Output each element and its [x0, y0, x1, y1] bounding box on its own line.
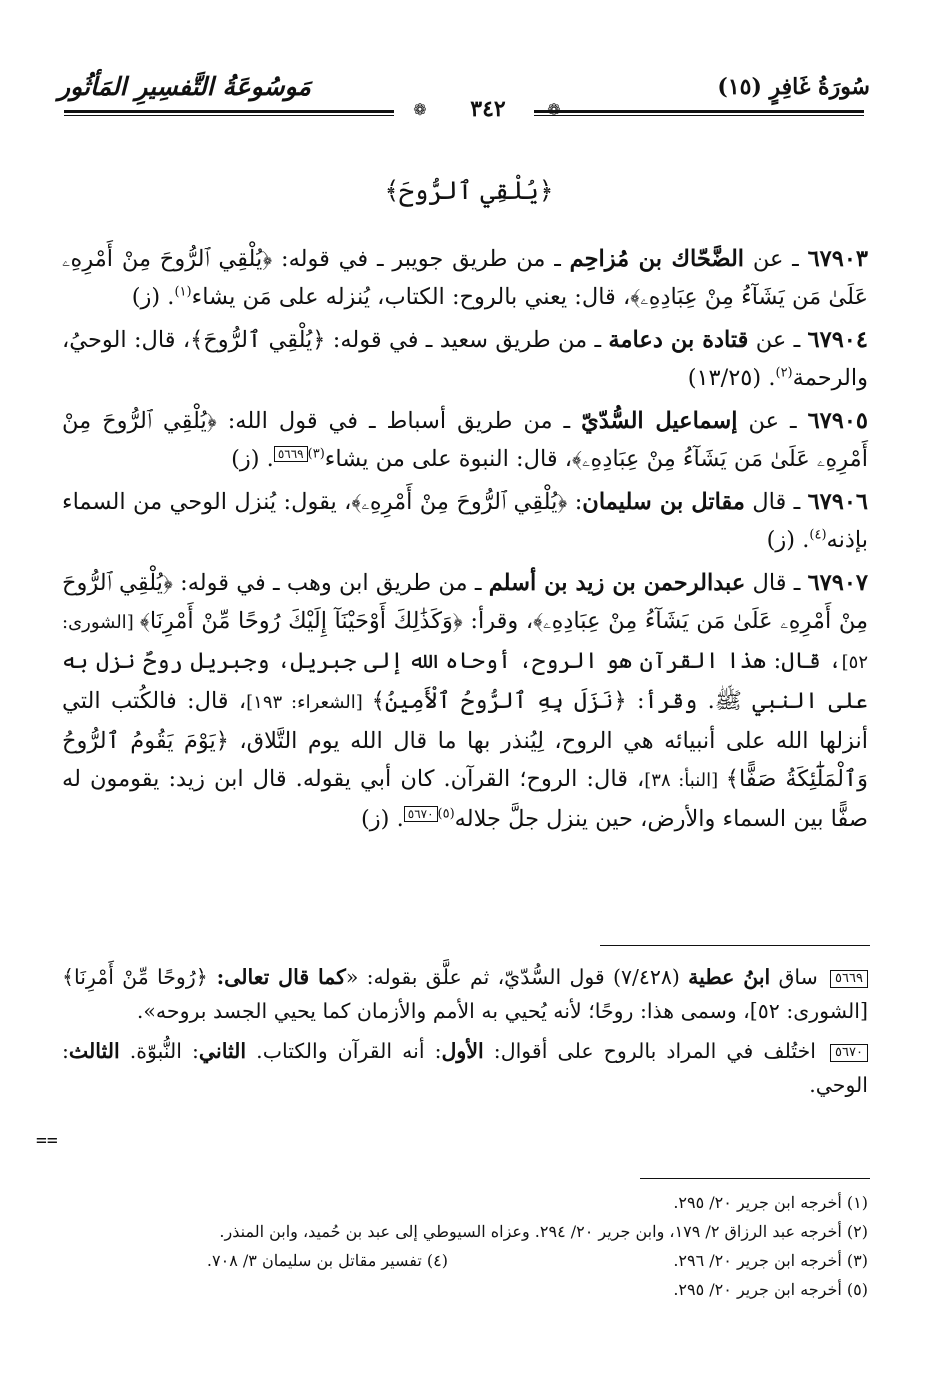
text-segment: (٧/٤٢٨) قول السُّدّيّ، ثم علَّق بقوله: « [345, 965, 689, 989]
narration-number: ٦٧٩٠٤ [807, 327, 868, 353]
surah-reference: [الشورى: ٥٢] [62, 612, 868, 673]
commentary-separator [600, 945, 870, 946]
header-rule-left [64, 110, 394, 116]
main-text [62, 240, 868, 843]
footnote-marker[interactable]: (٣) [307, 446, 325, 462]
text-segment: . (ز) [361, 806, 404, 832]
text-segment: ـ عن [737, 408, 808, 434]
text-segment: : [567, 489, 583, 515]
text-segment: ، يقول: يُنزل الوحي من السماء بإذنه [62, 489, 868, 553]
narrator-name: قتادة بن دعامة [608, 327, 749, 353]
text-segment: . (ز) [131, 284, 175, 310]
commentary-note [62, 960, 868, 1028]
text-segment: ـ عن [744, 246, 808, 272]
commentary-notes [62, 960, 868, 1108]
narration-number: ٦٧٩٠٥ [807, 408, 869, 434]
text-segment: : أنه القرآن والكتاب. [246, 1039, 442, 1063]
commentary-number-box: ٥٦٦٩ [830, 970, 868, 988]
opinion-label: الأول [441, 1039, 484, 1063]
text-segment: ، قال: هذا القرآن هو الروح، أوحاه الله إلى جبريل، وجبريل روحٌ نزل به على النبي ﷺ. وقرأ: [62, 648, 868, 714]
commentary-ref-box[interactable]: ٥٦٧٠ [404, 806, 438, 822]
text-segment: ، قال: النبوة على من يشاء [324, 446, 573, 472]
quran-quote: ﴿وَكَذَٰلِكَ أَوْحَيْنَآ إِلَيْكَ رُوحًا مِّنْ أَمْرِنَا﴾ [139, 608, 463, 634]
footnote-marker[interactable]: (١) [174, 284, 192, 300]
opinion-label: الثاني [198, 1039, 247, 1063]
narration-number: ٦٧٩٠٦ [807, 489, 868, 515]
text-segment: : النُّبوّة. [119, 1039, 199, 1063]
page-number: ٣٤٢ [470, 96, 506, 122]
text-segment: ـ من طريق جويبر ـ في قوله: [272, 246, 570, 272]
narration-entry [62, 564, 868, 838]
narration-entry [62, 483, 868, 559]
footnote-marker[interactable]: (٥) [437, 806, 455, 822]
text-segment: ـ قال [745, 570, 808, 596]
narrator-name: إسماعيل السُّدّيّ [581, 408, 738, 434]
section-title: ﴿يُلْقِي ٱلرُّوحَ﴾ [384, 176, 554, 205]
ornament-icon: ❁ [413, 100, 427, 119]
narration-entry [62, 402, 868, 478]
narration-number: ٦٧٩٠٧ [807, 570, 869, 596]
text-segment: ، قال: يعني بالروح: الكتاب، يُنزله على مَن يشاء [191, 284, 631, 310]
quran-quote: ﴿يُلْقِي ٱلرُّوحَ﴾ [190, 327, 326, 353]
footnote: (٤) تفسير مقاتل بن سليمان ٣/ ٧٠٨. [206, 1251, 448, 1270]
footnote: (٥) أخرجه ابن جرير ٢٠/ ٢٩٥. [673, 1280, 868, 1299]
footnote: (١) أخرجه ابن جرير ٢٠/ ٢٩٥. [673, 1193, 868, 1212]
continuation-mark: == [36, 1130, 58, 1151]
text-segment: ، قال: الوحيُ، والرحمة [62, 327, 868, 391]
text-segment: اختُلف في المراد بالروح على أقوال: [483, 1039, 827, 1063]
footnote: (٣) أخرجه ابن جرير ٢٠/ ٢٩٦. [673, 1251, 868, 1270]
scholar-name: ابنُ عطية [688, 965, 771, 989]
surah-reference: [الشعراء: ١٩٣] [246, 692, 372, 713]
commentary-number-box: ٥٦٧٠ [830, 1044, 868, 1062]
commentary-note [62, 1034, 868, 1102]
text-segment: ، قال: الروح؛ القرآن. كان أبي يقوله. قال ابن زيد: يقومون له صفًّا بين السماء والأرض، حين ينزل جلَّ جلاله [62, 766, 868, 832]
text-segment: . (ز) [231, 446, 274, 472]
running-header [58, 70, 870, 124]
quran-quote: ﴿يَوْمَ يَقُومُ ٱلرُّوحُ وَٱلْمَلَٰٓئِكَةُ صَفًّا﴾ [62, 728, 868, 792]
text-segment: [الشورى: ٥٢]، وسمى هذا: روحًا؛ لأنه يُحيي به الأمم والأزمان كما يحيي الجسد بروحه». [136, 999, 868, 1023]
quran-quote: ﴿يُلْقِي ٱلرُّوحَ مِنْ أَمْرِهِۦ﴾ [351, 489, 568, 515]
footnote-marker[interactable]: (٤) [809, 527, 827, 543]
commentary-ref-box[interactable]: ٥٦٦٩ [274, 446, 308, 462]
quran-quote: ﴿رُوحًا مِّنْ أَمْرِنَا﴾ [62, 965, 208, 989]
footnote-separator [640, 1178, 870, 1179]
header-rule-right [534, 110, 864, 116]
surah-title: سُورَةُ غَافِرٍ (١٥) [717, 74, 870, 100]
text-segment: ـ من طريق سعيد ـ في قوله: [325, 327, 609, 353]
narration-number: ٦٧٩٠٣ [807, 246, 868, 272]
surah-reference: [النبأ: ٣٨] [644, 770, 726, 791]
quran-quote: ﴿يُلْقِي ٱلرُّوحَ مِنْ أَمْرِهِۦ عَلَىٰ مَن يَشَآءُ مِنْ عِبَادِهِۦ﴾ [62, 408, 868, 472]
text-segment: ـ قال [744, 489, 808, 515]
quran-quote: ﴿يُلْقِي ٱلرُّوحَ مِنْ أَمْرِهِۦ عَلَىٰ مَن يَشَآءُ مِنْ عِبَادِهِۦ﴾ [62, 246, 868, 310]
footnote: (٢) أخرجه عبد الرزاق ٢/ ١٧٩، وابن جرير ٢٠/ ٢٩٤. وعزاه السيوطي إلى عبد بن حُميد، وابن المنذر. [219, 1222, 868, 1241]
narration-entry [62, 240, 868, 316]
ornament-icon: ❁ [547, 100, 561, 119]
quran-quote: ﴿يُلْقِي ٱلرُّوحَ مِنْ أَمْرِهِۦ عَلَىٰ مَن يَشَآءُ مِنْ عِبَادِهِۦ﴾ [62, 570, 868, 634]
narrator-name: عبدالرحمن بن زيد بن أسلم [488, 570, 746, 596]
text-segment: : الوحي. [62, 1039, 868, 1097]
footnote-marker[interactable]: (٢) [775, 365, 793, 381]
narrator-name: مقاتل بن سليمان [582, 489, 745, 515]
opinion-label: الثالث [68, 1039, 120, 1063]
text-segment: ، قال: فالكُتب التي أنزلها الله على أنبيائه هي الروح، لِيُنذر بها ما قال الله يوم التَّلاق، [62, 688, 868, 754]
text-segment: . (١٣/٢٥) [687, 365, 776, 391]
narration-entry [62, 321, 868, 397]
text-segment-bold: كما قال تعالى: [207, 965, 346, 989]
text-segment: ساق [770, 965, 827, 989]
quran-quote: ﴿نَزَلَ بِهِ ٱلرُّوحُ ٱلْأَمِينُ﴾ [371, 688, 627, 714]
text-segment: ـ من طريق أسباط ـ في قول الله: [216, 408, 582, 434]
book-title: مَوسُوعَةُ التَّفسِيرِ المَأثُور [58, 72, 311, 101]
text-segment: ـ من طريق ابن وهب ـ في قوله: [172, 570, 489, 596]
footnote-row [62, 1246, 868, 1275]
footnotes [62, 1188, 868, 1304]
narrator-name: الضَّحّاك بن مُزاحِم [569, 246, 745, 272]
text-segment: ، وقرأ: [462, 608, 534, 634]
text-segment: . (ز) [766, 527, 810, 553]
text-segment: ـ عن [748, 327, 808, 353]
